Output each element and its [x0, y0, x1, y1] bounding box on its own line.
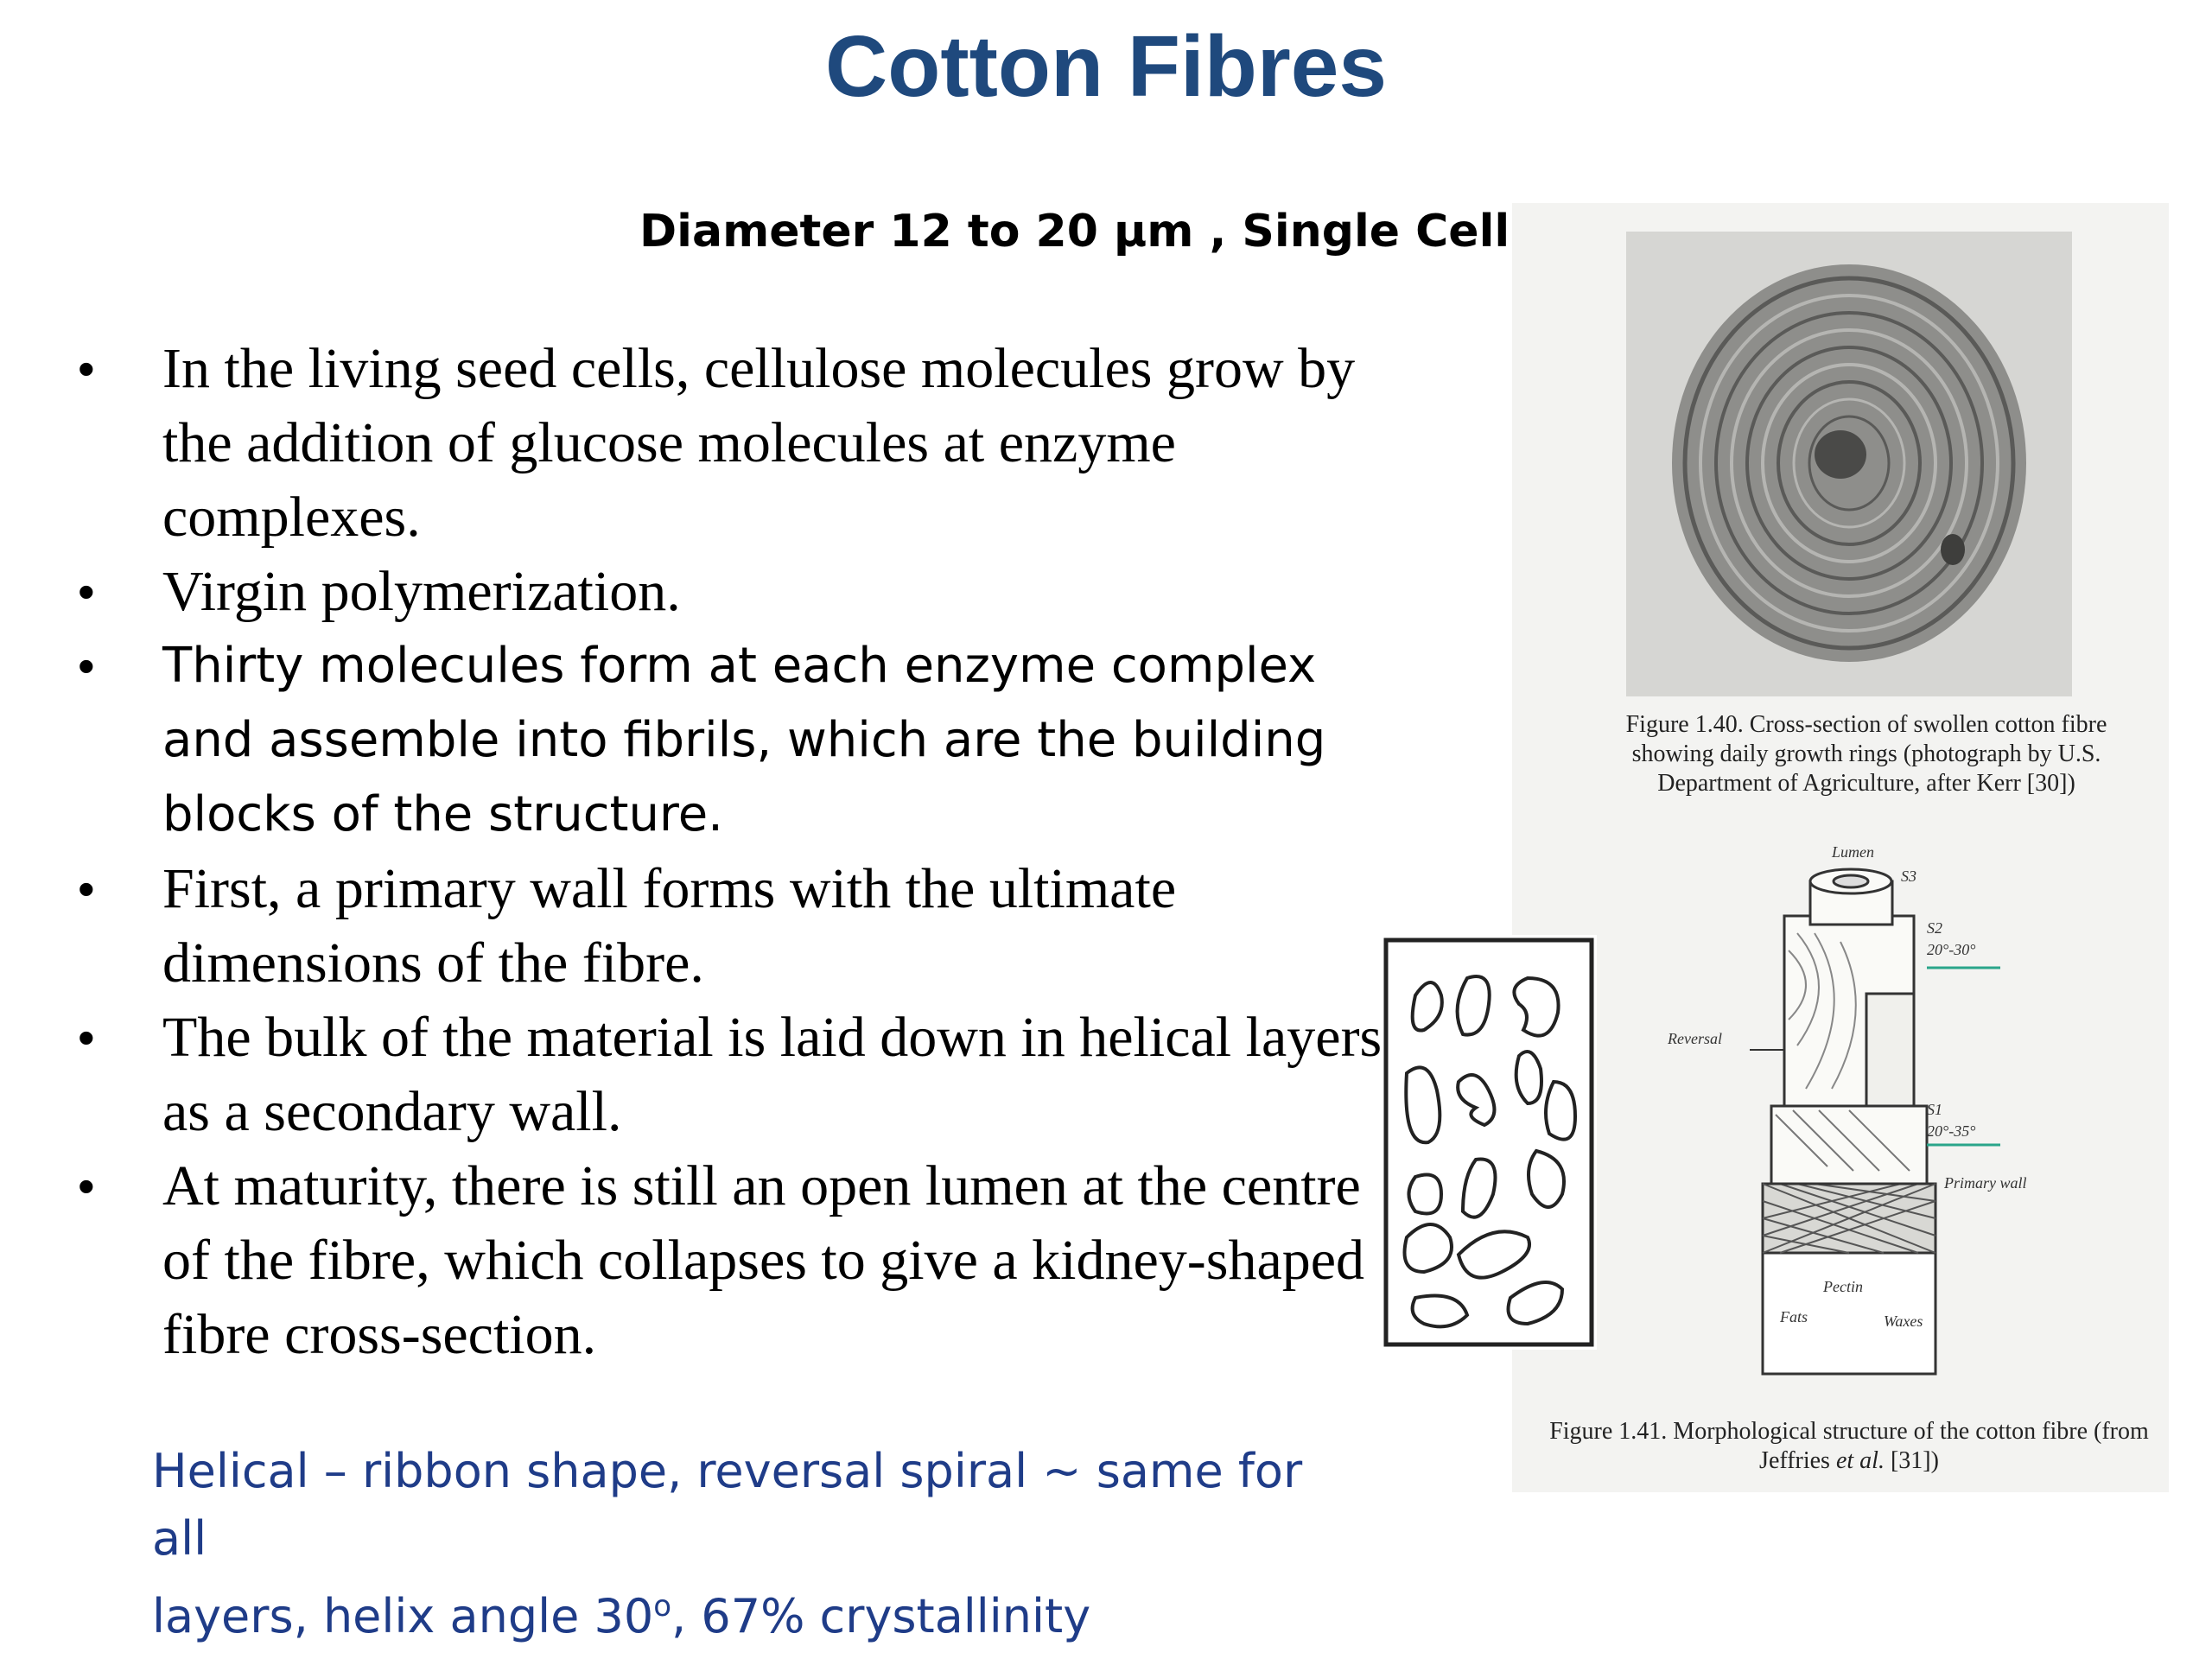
figure-140-caption: Figure 1.40. Cross-section of swollen cotton fibre showing daily growth rings (photograph by U.S. Department of Agriculture, after Kerr [30]): [1625, 711, 2107, 797]
label-s1-angle: 20°-35°: [1927, 1122, 1976, 1140]
label-waxes: Waxes: [1884, 1313, 1923, 1330]
kidney-shapes-figure: [1381, 935, 1597, 1350]
degree-sup: o: [653, 1589, 672, 1624]
bullet-list: [73, 332, 1421, 1372]
fibre-morphology-diagram: [1668, 847, 2031, 1382]
label-pectin: Pectin: [1823, 1278, 1863, 1295]
bullet-item: • Thirty molecules form at each enzyme complex and assemble into fibrils, which are the building blocks of the structure.: [73, 629, 1421, 852]
summary-note-line1: Helical – ribbon shape, reversal spiral ~ same for all: [152, 1444, 1303, 1566]
summary-note: [152, 1438, 1362, 1650]
bullet-item: • Virgin polymerization.: [73, 555, 1421, 629]
slide-subtitle: Diameter 12 to 20 μm , Single Cell: [639, 206, 1510, 257]
bullet-item: • The bulk of the material is laid down in helical layers as a secondary wall.: [73, 1001, 1421, 1149]
cross-section-photo: [1626, 232, 2072, 696]
bullet-item: • In the living seed cells, cellulose molecules grow by the addition of glucose molecules at enzyme complexes.: [73, 332, 1421, 555]
figure-141-caption-ref: [31]): [1884, 1447, 1939, 1474]
figure-141-caption: [1529, 1417, 2169, 1476]
label-s2-angle: 20°-30°: [1927, 941, 1976, 958]
bullet-item: • At maturity, there is still an open lumen at the centre of the fibre, which collapses to give a kidney-shaped fibre cross-section.: [73, 1149, 1421, 1372]
label-s1: S1: [1927, 1101, 1942, 1118]
label-lumen: Lumen: [1832, 847, 1874, 861]
label-primary-wall: Primary wall: [1944, 1174, 2027, 1192]
label-s3: S3: [1901, 868, 1916, 885]
summary-note-line2-a: layers, helix angle 30: [152, 1589, 654, 1643]
label-fats: Fats: [1780, 1308, 1808, 1325]
figure-141-caption-text: Figure 1.41. Morphological structure of the cotton fibre (from Jeffries: [1549, 1418, 2149, 1474]
figure-141-caption-etal: et al.: [1835, 1447, 1885, 1474]
label-reversal: Reversal: [1668, 1030, 1722, 1047]
summary-note-line2-b: , 67% crystallinity: [671, 1589, 1091, 1643]
slide-title: Cotton Fibres: [825, 18, 1387, 115]
label-s2: S2: [1927, 919, 1942, 937]
bullet-item: • First, a primary wall forms with the ultimate dimensions of the fibre.: [73, 852, 1421, 1001]
